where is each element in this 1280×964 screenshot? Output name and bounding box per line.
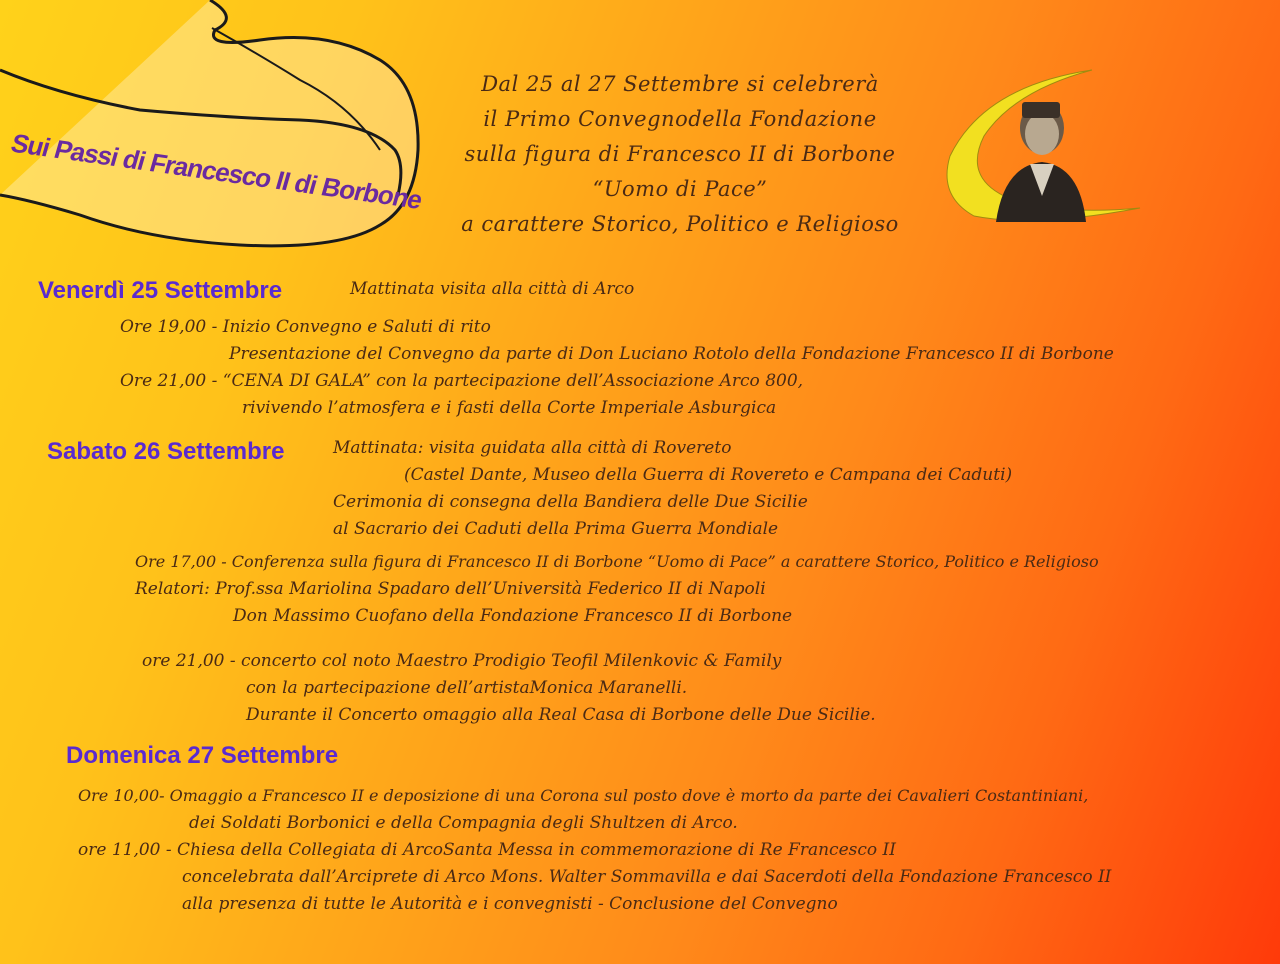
friday-line-3: Presentazione del Convegno da parte di Don Luciano Rotolo della Fondazione Francesco II di Borbone [229, 344, 1114, 364]
friday-line-1: Mattinata visita alla città di Arco [350, 279, 635, 299]
saturday-line-10: Durante il Concerto omaggio alla Real Casa di Borbone delle Due Sicilie. [246, 705, 876, 725]
sunday-line-1: Ore 10,00- Omaggio a Francesco II e deposizione di una Corona sul posto dove è morto da parte dei Cavalieri Costantiniani, [78, 786, 1089, 805]
saturday-heading: Sabato 26 Settembre [47, 438, 285, 465]
sunday-heading: Domenica 27 Settembre [66, 742, 339, 769]
saturday-line-7: Don Massimo Cuofano della Fondazione Francesco II di Borbone [233, 606, 793, 626]
saturday-line-3: Cerimonia di consegna della Bandiera delle Due Sicilie [333, 492, 808, 512]
friday-line-4: Ore 21,00 - “CENA DI GALA” con la partecipazione dell’Associazione Arco 800, [120, 371, 804, 391]
friday-line-5: rivivendo l’atmosfera e i fasti della Corte Imperiale Asburgica [242, 398, 777, 418]
portrait-crescent [944, 66, 1144, 224]
intro-line-5: a carattere Storico, Politico e Religioso [461, 212, 899, 236]
intro-line-4: “Uomo di Pace” [592, 177, 768, 201]
friday-heading: Venerdì 25 Settembre [38, 277, 283, 304]
saturday-line-8: ore 21,00 - concerto col noto Maestro Prodigio Teofil Milenkovic & Family [142, 651, 782, 671]
saturday-line-9: con la partecipazione dell’artistaMonica Maranelli. [246, 678, 688, 698]
sunday-line-2: dei Soldati Borbonici e della Compagnia degli Shultzen di Arco. [189, 813, 738, 833]
banner-title: Sui Passi di Francesco II di Borbone [7, 128, 426, 215]
sunday-line-3: ore 11,00 - Chiesa della Collegiata di ArcoSanta Messa in commemorazione di Re Francesco II [78, 840, 896, 860]
intro-line-2: il Primo Convegnodella Fondazione [483, 107, 877, 131]
sunday-line-5: alla presenza di tutte le Autorità e i convegnisti - Conclusione del Convegno [182, 894, 838, 914]
saturday-line-4: al Sacrario dei Caduti della Prima Guerra Mondiale [333, 519, 779, 539]
friday-line-2: Ore 19,00 - Inizio Convegno e Saluti di rito [120, 317, 491, 337]
banner-scroll [0, 0, 440, 260]
saturday-line-6: Relatori: Prof.ssa Mariolina Spadaro dell’Università Federico II di Napoli [135, 579, 766, 599]
intro-line-3: sulla figura di Francesco II di Borbone [464, 142, 896, 166]
saturday-line-5: Ore 17,00 - Conferenza sulla figura di Francesco II di Borbone “Uomo di Pace” a carattere Storico, Politico e Religioso [135, 552, 1099, 571]
sunday-line-4: concelebrata dall’Arciprete di Arco Mons. Walter Sommavilla e dai Sacerdoti della Fondazione Francesco II [182, 867, 1112, 887]
saturday-line-2: (Castel Dante, Museo della Guerra di Rovereto e Campana dei Caduti) [404, 465, 1013, 485]
saturday-line-1: Mattinata: visita guidata alla città di Rovereto [333, 438, 732, 458]
intro-line-1: Dal 25 al 27 Settembre si celebrerà [481, 72, 879, 96]
